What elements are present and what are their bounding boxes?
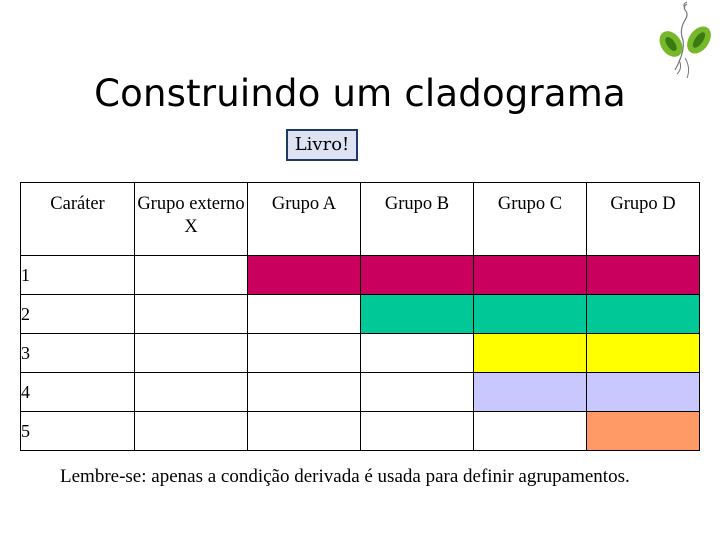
trait-cell <box>135 295 248 334</box>
trait-cell <box>135 412 248 451</box>
header-outgroup: Grupo externo X <box>135 183 248 256</box>
trait-cell <box>474 256 587 295</box>
character-number: 5 <box>21 412 135 451</box>
trait-cell <box>248 412 361 451</box>
trait-cell <box>474 295 587 334</box>
trait-cell <box>587 295 700 334</box>
book-badge: Livro! <box>286 129 358 161</box>
trait-cell <box>361 295 474 334</box>
trait-cell <box>248 373 361 412</box>
table-row <box>21 334 700 373</box>
reminder-note <box>60 463 680 491</box>
trait-cell <box>361 256 474 295</box>
trait-cell <box>248 334 361 373</box>
table-header-row <box>21 183 700 256</box>
trait-cell <box>361 412 474 451</box>
trait-cell <box>474 412 587 451</box>
trait-cell <box>248 256 361 295</box>
header-group-c: Grupo C <box>474 183 587 256</box>
header-group-a: Grupo A <box>248 183 361 256</box>
header-character: Caráter <box>21 183 135 256</box>
trait-cell <box>587 373 700 412</box>
trait-cell <box>361 373 474 412</box>
trait-cell <box>474 334 587 373</box>
trait-cell <box>587 256 700 295</box>
reminder-text: : apenas a condição derivada é usada para definir agrupamentos. <box>141 466 630 487</box>
character-number: 4 <box>21 373 135 412</box>
character-number: 1 <box>21 256 135 295</box>
header-group-b: Grupo B <box>361 183 474 256</box>
character-table <box>20 182 700 451</box>
trait-cell <box>135 334 248 373</box>
reminder-lead: Lembre-se <box>60 466 142 487</box>
trait-cell <box>587 412 700 451</box>
trait-cell <box>361 334 474 373</box>
header-group-d: Grupo D <box>587 183 700 256</box>
character-number: 3 <box>21 334 135 373</box>
trait-cell <box>135 373 248 412</box>
trait-cell <box>248 295 361 334</box>
table-row <box>21 256 700 295</box>
leaf-logo-icon <box>655 0 715 82</box>
table-row <box>21 412 700 451</box>
trait-cell <box>587 334 700 373</box>
slide-title: Construindo um cladograma <box>94 72 626 115</box>
character-number: 2 <box>21 295 135 334</box>
table-row <box>21 373 700 412</box>
trait-cell <box>474 373 587 412</box>
table-row <box>21 295 700 334</box>
trait-cell <box>135 256 248 295</box>
